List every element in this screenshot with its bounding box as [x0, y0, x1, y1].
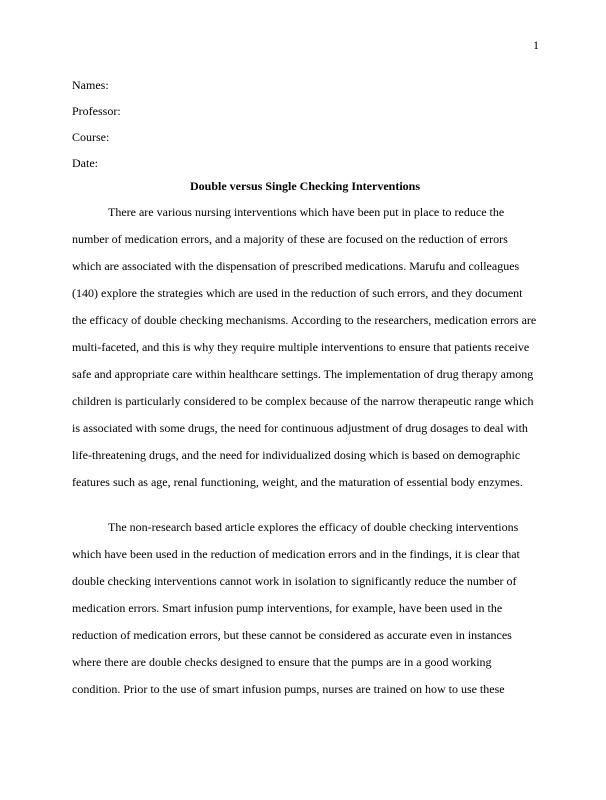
header-block	[72, 72, 538, 176]
professor-line: Professor:	[72, 104, 121, 118]
paragraph-line: The non-research based article explores the efficacy of double checking interventions	[108, 520, 519, 534]
paragraph-1	[72, 199, 538, 496]
paragraph-line: (140) explore the strategies which are used in the reduction of such errors, and they document	[72, 286, 523, 300]
paragraph-line: medication errors. Smart infusion pump interventions, for example, have been used in the	[72, 601, 503, 615]
paragraph-line: the efficacy of double checking mechanisms. According to the researchers, medication errors are	[72, 313, 537, 327]
date-line: Date:	[72, 156, 98, 170]
paragraph-line: is associated with some drugs, the need for continuous adjustment of drug dosages to deal with	[72, 421, 528, 435]
paragraph-line: reduction of medication errors, but these cannot be considered as accurate even in instances	[72, 628, 512, 642]
paragraph-line: children is particularly considered to be complex because of the narrow therapeutic range which	[72, 394, 534, 408]
paragraph-line: safe and appropriate care within healthcare settings. The implementation of drug therapy among	[72, 367, 534, 381]
paragraph-line: condition. Prior to the use of smart infusion pumps, nurses are trained on how to use these	[72, 682, 505, 696]
names-line: Names:	[72, 78, 109, 92]
paragraph-line: multi-faceted, and this is why they require multiple interventions to ensure that patients receive	[72, 340, 530, 354]
paragraph-line: double checking interventions cannot work in isolation to significantly reduce the number of	[72, 574, 517, 588]
paragraph-line: which have been used in the reduction of medication errors and in the findings, it is clear that	[72, 547, 520, 561]
course-line: Course:	[72, 130, 110, 144]
paragraph-line: features such as age, renal functioning, weight, and the maturation of essential body enzymes.	[72, 475, 523, 489]
paragraph-line: life-threatening drugs, and the need for individualized dosing which is based on demographic	[72, 448, 521, 462]
paragraph-2	[72, 514, 538, 703]
paragraph-line: which are associated with the dispensation of prescribed medications. Marufu and colleagues	[72, 259, 520, 273]
document-title: Double versus Single Checking Interventions	[189, 179, 421, 193]
page-number: 1	[533, 38, 539, 52]
paragraph-line: where there are double checks designed to ensure that the pumps are in a good working	[72, 655, 492, 669]
paragraph-line: number of medication errors, and a majority of these are focused on the reduction of errors	[72, 232, 508, 246]
paragraph-line: There are various nursing interventions which have been put in place to reduce the	[108, 205, 505, 219]
